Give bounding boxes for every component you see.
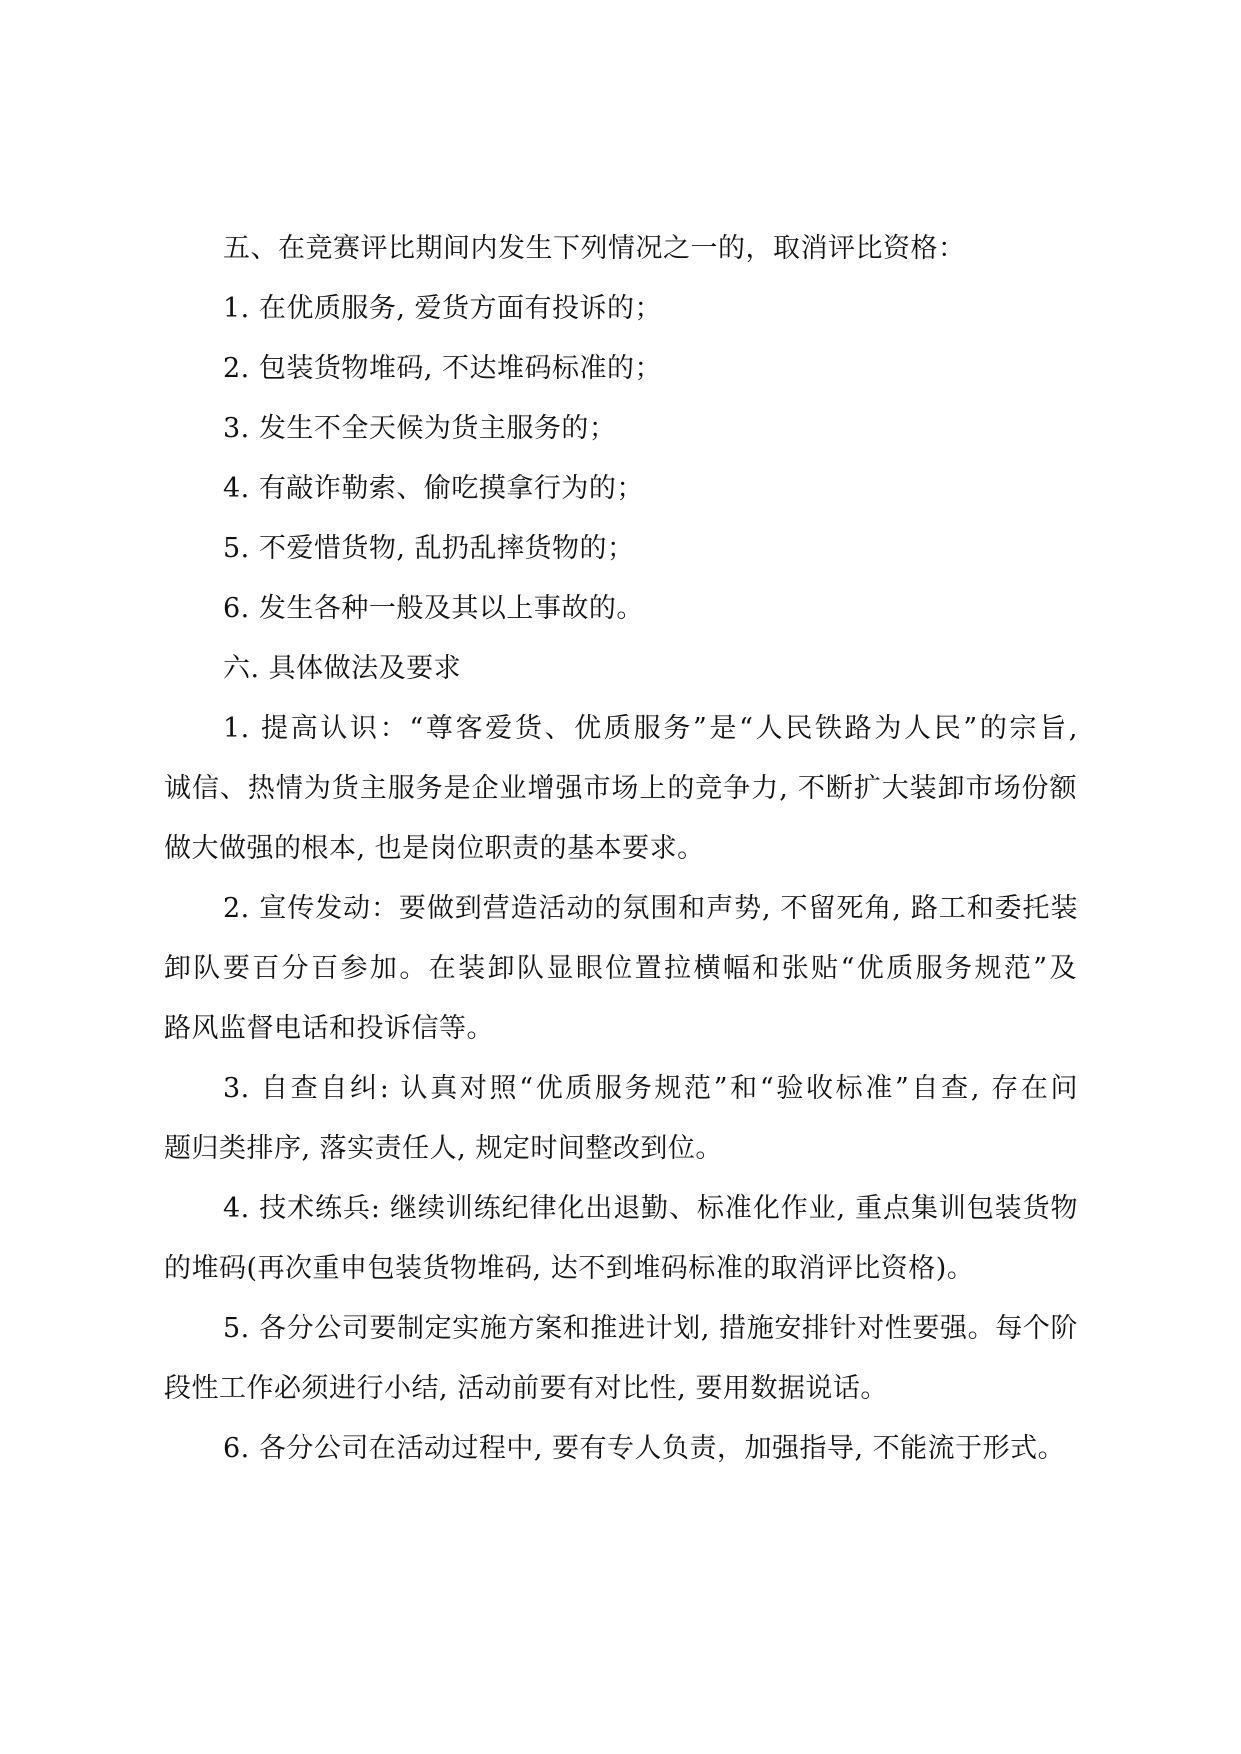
- disqualification-item-6: 6. 发生各种一般及其以上事故的。: [223, 593, 644, 624]
- requirement-5-line-1: 5. 各分公司要制定实施方案和推进计划, 措施安排针对性要强。每个阶: [223, 1313, 1078, 1344]
- requirement-5-line-2: 段性工作必须进行小结, 活动前要有对比性, 要用数据说话。: [164, 1373, 888, 1404]
- requirement-1-line-1: 1. 提高认识：“尊客爱货、优质服务”是“人民铁路为人民”的宗旨,: [223, 713, 1078, 744]
- requirement-4-line-1: 4. 技术练兵: 继续训练纪律化出退勤、标准化作业, 重点集训包装货物: [223, 1193, 1078, 1224]
- disqualification-item-5: 5. 不爱惜货物, 乱扔乱摔货物的；: [223, 533, 635, 564]
- requirement-3-line-1: 3. 自查自纠: 认真对照“优质服务规范”和“验收标准”自查, 存在问: [223, 1073, 1078, 1104]
- disqualification-item-4: 4. 有敲诈勒索、偷吃摸拿行为的；: [223, 473, 644, 504]
- requirement-4-line-2: 的堆码(再次重申包装货物堆码, 达不到堆码标准的取消评比资格)。: [164, 1253, 975, 1284]
- requirement-2-line-1: 2. 宣传发动：要做到营造活动的氛围和声势, 不留死角, 路工和委托装: [223, 893, 1078, 924]
- requirement-2-line-2: 卸队要百分百参加。在装卸队显眼位置拉横幅和张贴“优质服务规范”及: [164, 953, 1077, 984]
- requirement-3-line-2: 题归类排序, 落实责任人, 规定时间整改到位。: [164, 1133, 723, 1164]
- disqualification-item-3: 3. 发生不全天候为货主服务的；: [223, 413, 617, 444]
- section-heading-six: 六. 具体做法及要求: [223, 653, 462, 684]
- section-heading-five: 五、在竞赛评比期间内发生下列情况之一的，取消评比资格：: [223, 233, 966, 264]
- requirement-2-line-3: 路风监督电话和投诉信等。: [164, 1013, 494, 1044]
- disqualification-item-1: 1. 在优质服务, 爱货方面有投诉的；: [223, 293, 663, 324]
- disqualification-item-2: 2. 包装货物堆码, 不达堆码标准的；: [223, 353, 663, 384]
- requirement-1-line-2: 诚信、热情为货主服务是企业增强市场上的竞争力, 不断扩大装卸市场份额: [164, 773, 1077, 804]
- requirement-6-line-1: 6. 各分公司在活动过程中, 要有专人负责，加强指导, 不能流于形式。: [223, 1433, 1066, 1464]
- requirement-1-line-3: 做大做强的根本, 也是岗位职责的基本要求。: [164, 833, 705, 864]
